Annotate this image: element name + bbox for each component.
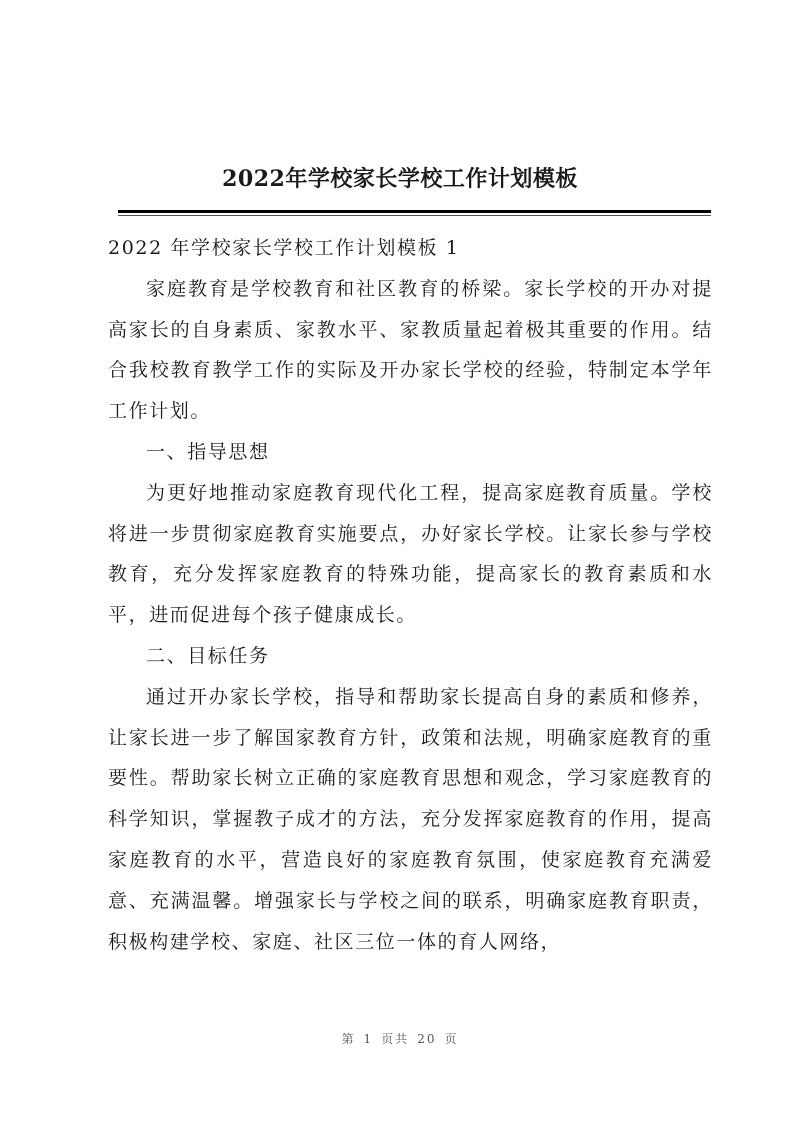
footer-current-page: 1 [363, 1032, 374, 1046]
section-heading-goals: 二、目标任务 [146, 644, 270, 667]
title-divider [118, 210, 711, 213]
footer-prefix: 第 [341, 1032, 356, 1046]
document-title: 2022年学校家长学校工作计划模板 [222, 166, 578, 192]
document-subtitle: 2022 年学校家长学校工作计划模板 1 [108, 237, 460, 259]
paragraph-intro: 家庭教育是学校教育和社区教育的桥梁。家长学校的开办对提高家长的自身素质、家教水平、家教质量起着极其重要的作用。结合我校教育教学工作的实际及开办家长学校的经验，特制定本学年工作计划。 [108, 277, 713, 423]
footer-mid: 页共 [381, 1032, 410, 1046]
paragraph-goals: 通过开办家长学校，指导和帮助家长提高自身的素质和修养，让家长进一步了解国家教育方针，政策和法规，明确家庭教育的重要性。帮助家长树立正确的家庭教育思想和观念，学习家庭教育的科学知识，掌握教子成才的方法，充分发挥家庭教育的作用，提高家庭教育的水平，营造良好的家庭教育氛围，使家庭教育充满爱意、充满温馨。增强家长与学校之间的联系，明确家庭教育职责，积极构建学校、家庭、社区三位一体的育人网络， [108, 685, 713, 953]
footer-suffix: 页 [444, 1032, 459, 1046]
footer-total-pages: 20 [417, 1032, 437, 1046]
page-footer [0, 1030, 800, 1047]
document-body [108, 228, 713, 962]
paragraph-guiding-thought: 为更好地推动家庭教育现代化工程，提高家庭教育质量。学校将进一步贯彻家庭教育实施要点，办好家长学校。让家长参与学校教育，充分发挥家庭教育的特殊功能，提高家长的教育素质和水平，进而促进每个孩子健康成长。 [108, 481, 713, 627]
title-divider-thin [118, 215, 711, 216]
section-heading-guiding-thought: 一、指导思想 [146, 440, 270, 463]
